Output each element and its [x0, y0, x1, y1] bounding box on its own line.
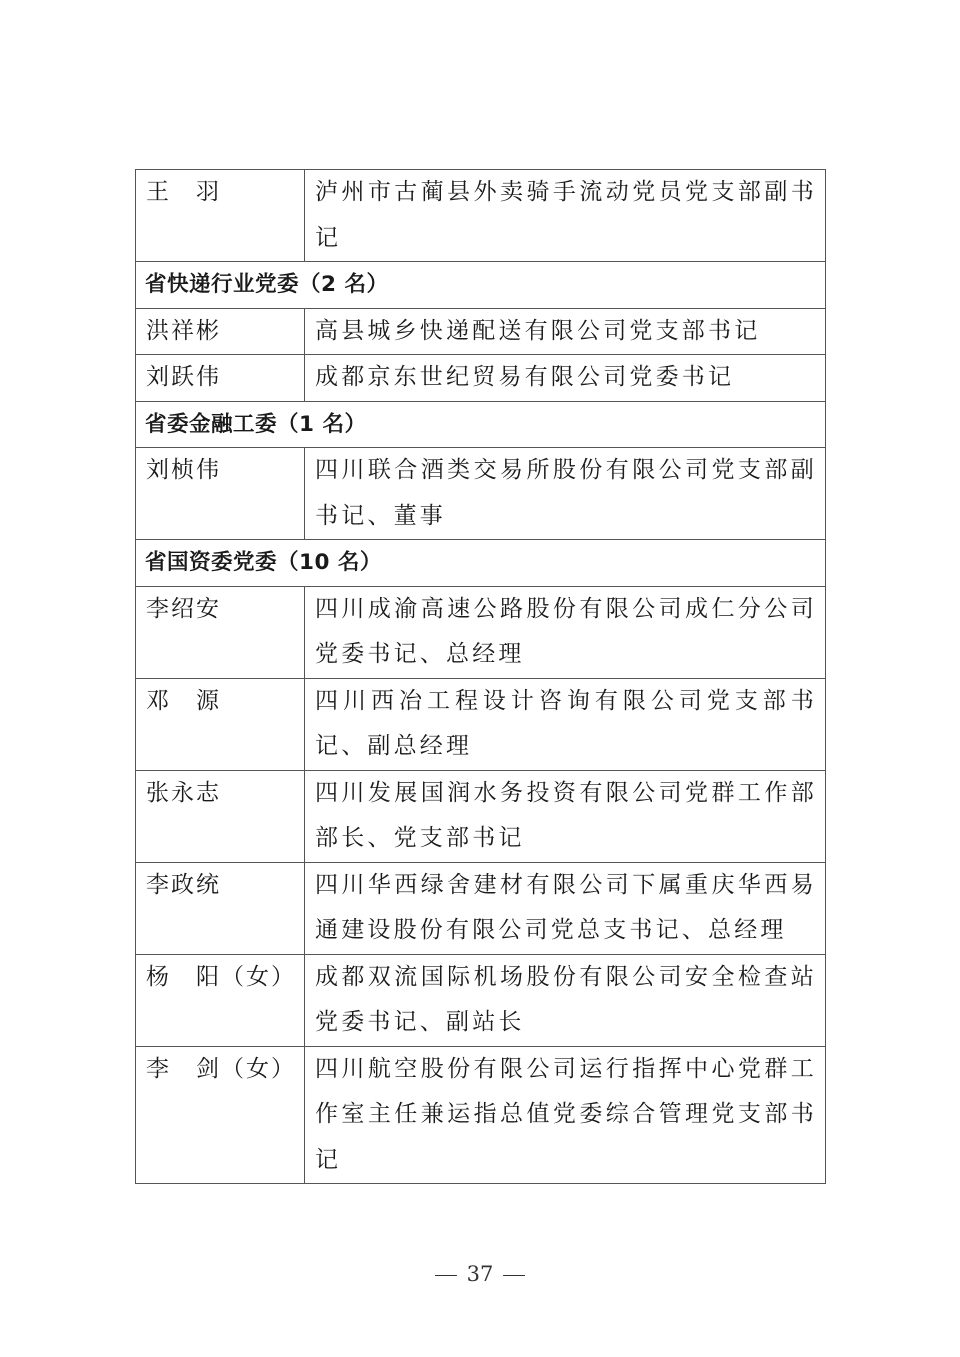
page-number: 37	[466, 1262, 494, 1286]
member-name: 杨 阳（女）	[136, 954, 305, 1046]
member-position: 泸州市古蔺县外卖骑手流动党员党支部副书记	[305, 170, 826, 262]
member-position: 四川发展国润水务投资有限公司党群工作部部长、党支部书记	[305, 770, 826, 862]
roster-table	[135, 169, 826, 1184]
table-row	[136, 586, 826, 678]
member-position: 四川西冶工程设计咨询有限公司党支部书记、副总经理	[305, 678, 826, 770]
section-heading: 省国资委党委（10 名）	[136, 540, 826, 587]
member-position: 成都双流国际机场股份有限公司安全检查站党委书记、副站长	[305, 954, 826, 1046]
member-name: 刘桢伟	[136, 448, 305, 540]
section-heading: 省快递行业党委（2 名）	[136, 262, 826, 309]
table-row	[136, 954, 826, 1046]
table-row	[136, 355, 826, 402]
footer-dash-right	[503, 1275, 525, 1277]
member-name: 李政统	[136, 862, 305, 954]
section-heading: 省委金融工委（1 名）	[136, 401, 826, 448]
member-name: 邓 源	[136, 678, 305, 770]
member-name: 刘跃伟	[136, 355, 305, 402]
member-position: 成都京东世纪贸易有限公司党委书记	[305, 355, 826, 402]
footer-dash-left	[435, 1275, 457, 1277]
member-position: 高县城乡快递配送有限公司党支部书记	[305, 308, 826, 355]
member-position: 四川成渝高速公路股份有限公司成仁分公司党委书记、总经理	[305, 586, 826, 678]
member-name: 王 羽	[136, 170, 305, 262]
member-name: 洪祥彬	[136, 308, 305, 355]
table-row	[136, 862, 826, 954]
member-name: 李绍安	[136, 586, 305, 678]
member-name: 李 剑（女）	[136, 1046, 305, 1184]
table-row	[136, 170, 826, 262]
member-position: 四川华西绿舍建材有限公司下属重庆华西易通建设股份有限公司党总支书记、总经理	[305, 862, 826, 954]
member-position: 四川航空股份有限公司运行指挥中心党群工作室主任兼运指总值党委综合管理党支部书记	[305, 1046, 826, 1184]
table-row	[136, 1046, 826, 1184]
table-row	[136, 448, 826, 540]
table-row	[136, 770, 826, 862]
table-row	[136, 678, 826, 770]
member-position: 四川联合酒类交易所股份有限公司党支部副书记、董事	[305, 448, 826, 540]
section-row	[136, 401, 826, 448]
page-footer	[0, 1262, 960, 1286]
member-name: 张永志	[136, 770, 305, 862]
section-row	[136, 262, 826, 309]
section-row	[136, 540, 826, 587]
table-row	[136, 308, 826, 355]
